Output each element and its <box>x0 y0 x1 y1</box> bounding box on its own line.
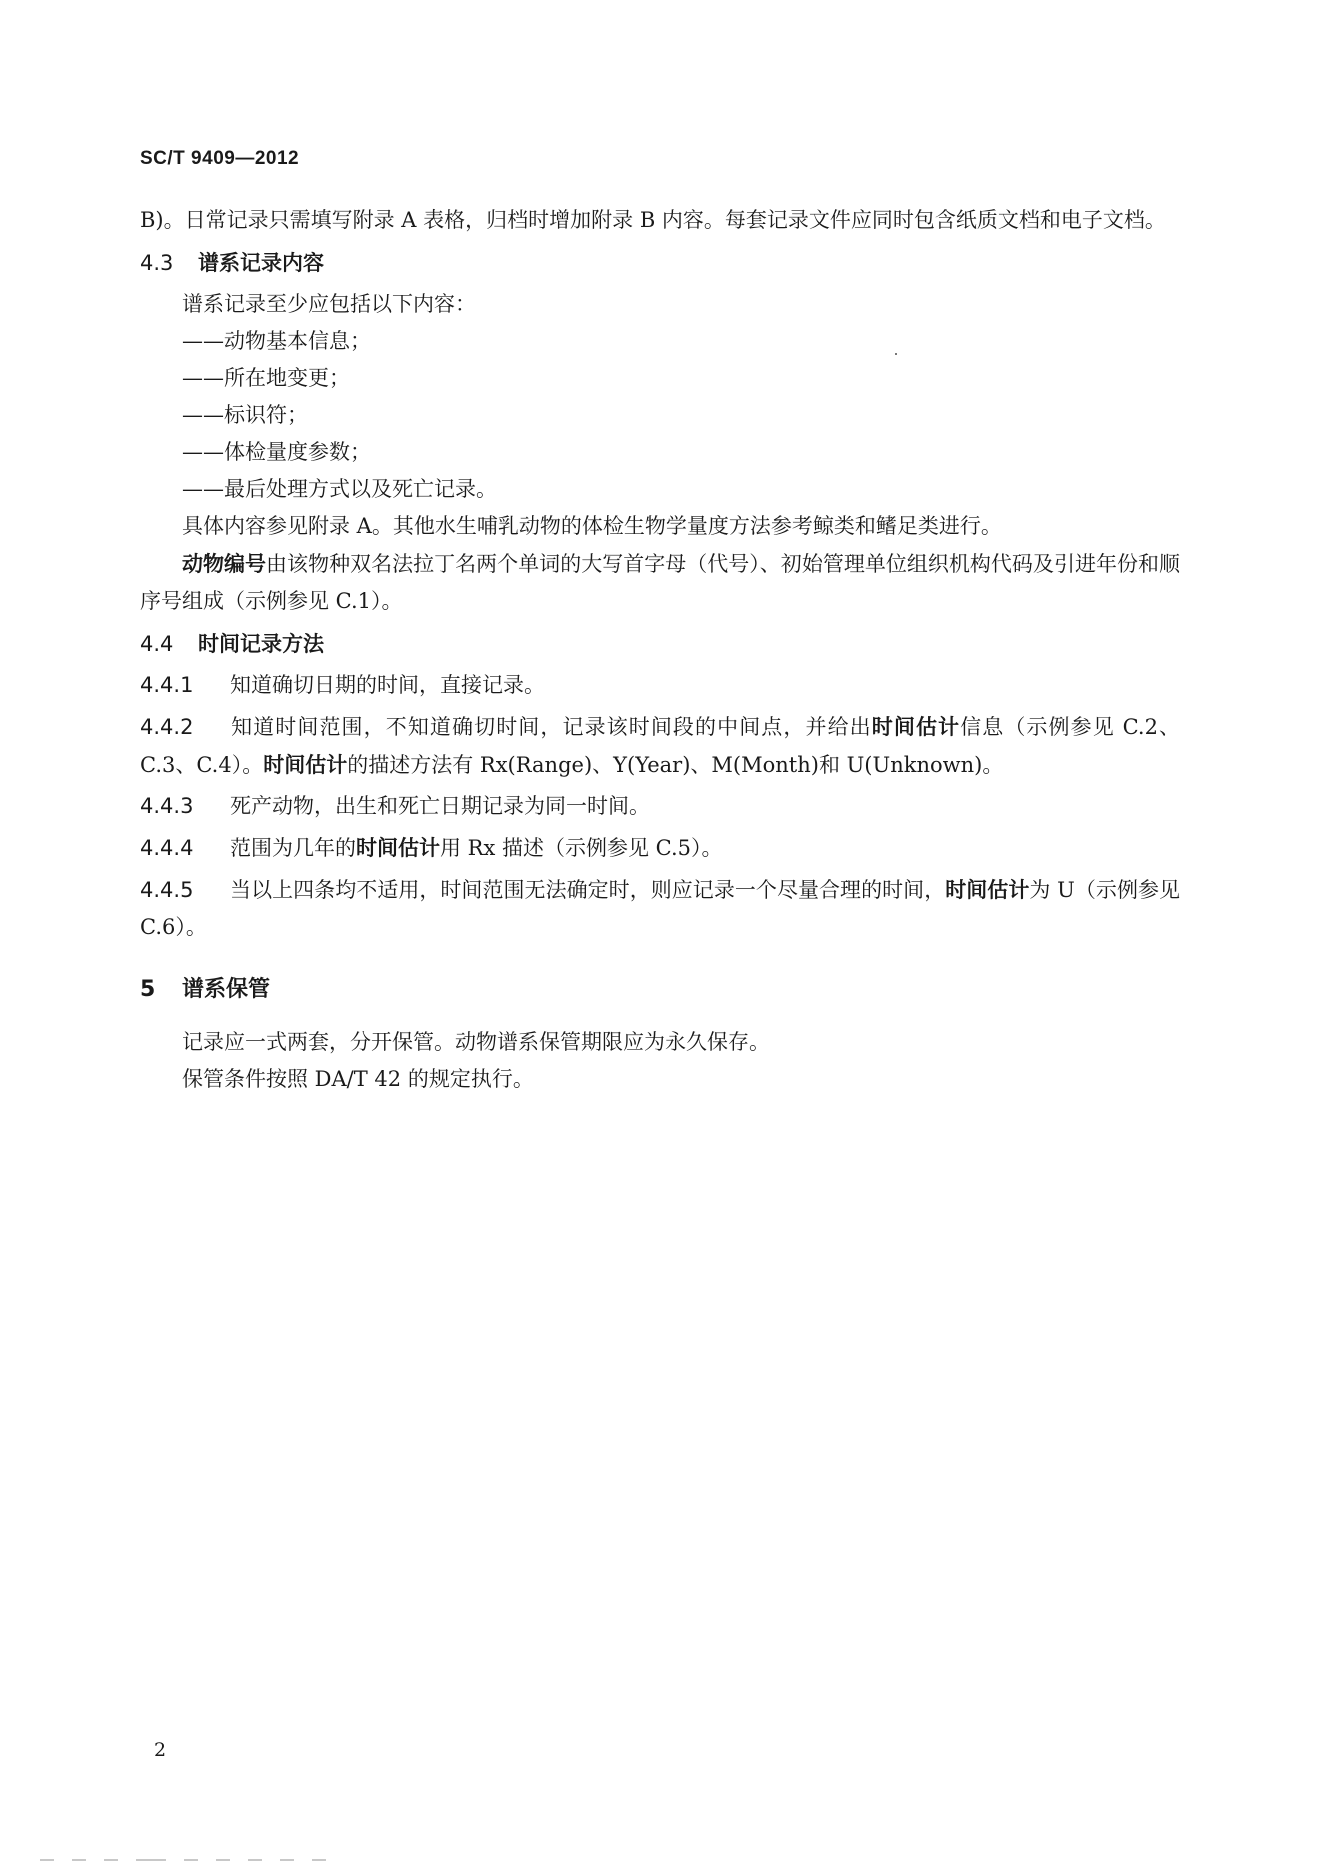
list-item: ——体检量度参数； <box>182 440 371 464</box>
bold-term: 时间估计 <box>871 714 961 739</box>
clause-4-4-2 <box>140 708 1180 784</box>
section-heading-4-4 <box>140 626 1180 663</box>
bold-term: 时间估计 <box>356 835 440 860</box>
clause-number: 4.4.3 <box>140 794 194 818</box>
clause-4-4-1 <box>140 667 1180 704</box>
lead-paragraph: 谱系记录至少应包括以下内容： <box>182 292 476 316</box>
storage-condition-paragraph: 保管条件按照 DA/T 42 的规定执行。 <box>182 1067 534 1091</box>
clause-4-4-3 <box>140 788 1180 825</box>
clause-4-4-4 <box>140 829 1180 867</box>
storage-paragraph: 记录应一式两套，分开保管。动物谱系保管期限应为永久保存。 <box>182 1030 770 1054</box>
clause-text: 用 Rx 描述（示例参见 C.5）。 <box>440 836 723 860</box>
standard-code: SC/T 9409—2012 <box>140 148 300 169</box>
list-item: ——最后处理方式以及死亡记录。 <box>182 477 497 501</box>
section-title: 谱系记录内容 <box>198 251 324 275</box>
scan-edge-marks <box>40 1846 1280 1850</box>
body-content <box>140 202 1180 1098</box>
section-number: 4.4 <box>140 632 174 656</box>
appendix-reference-paragraph: 具体内容参见附录 A。其他水生哺乳动物的体检生物学量度方法参考鲸类和鳍足类进行。 <box>182 514 1002 538</box>
animal-id-paragraph <box>140 545 1180 620</box>
section-heading-5 <box>140 970 1180 1010</box>
page-number: 2 <box>154 1739 167 1761</box>
clause-number: 4.4.1 <box>140 673 194 697</box>
clause-number: 4.4.5 <box>140 878 194 902</box>
clause-text: 当以上四条均不适用，时间范围无法确定时，则应记录一个尽量合理的时间， <box>230 878 946 902</box>
bold-term: 时间估计 <box>263 752 348 777</box>
list-item: ——标识符； <box>182 403 308 427</box>
section-number: 5 <box>140 977 156 1002</box>
list-item: ——所在地变更； <box>182 366 350 390</box>
paragraph-text: 由该物种双名法拉丁名两个单词的大写首字母（代号）、初始管理单位组织机构代码及引进年份和顺序号组成（示例参见 C.1）。 <box>140 552 1181 613</box>
clause-text: 为 U（示例参见 C.6）。 <box>140 878 1181 939</box>
clause-text: 的描述方法有 Rx(Range)、Y(Year)、M(Month)和 U(Unknown)。 <box>347 753 1004 777</box>
section-number: 4.3 <box>140 251 174 275</box>
clause-number: 4.4.2 <box>140 715 194 739</box>
clause-4-4-5 <box>140 871 1180 946</box>
continuation-paragraph: B)。日常记录只需填写附录 A 表格，归档时增加附录 B 内容。每套记录文件应同时包含纸质文档和电子文档。 <box>140 208 1166 232</box>
clause-text: 信息（示例参见 C.2、C.3、C.4）。 <box>140 715 1181 777</box>
clause-text: 知道时间范围，不知道确切时间，记录该时间段的中间点，并给出 <box>230 715 872 739</box>
clause-text: 范围为几年的 <box>230 836 356 860</box>
bold-term: 时间估计 <box>945 877 1030 902</box>
clause-text: 死产动物，出生和死亡日期记录为同一时间。 <box>230 794 650 818</box>
list-item: ——动物基本信息； <box>182 329 371 353</box>
clause-number: 4.4.4 <box>140 836 194 860</box>
clause-text: 知道确切日期的时间，直接记录。 <box>230 673 545 697</box>
section-title: 时间记录方法 <box>198 632 324 656</box>
section-title: 谱系保管 <box>182 977 271 1002</box>
bold-term: 动物编号 <box>182 551 267 576</box>
section-heading-4-3 <box>140 245 1180 282</box>
